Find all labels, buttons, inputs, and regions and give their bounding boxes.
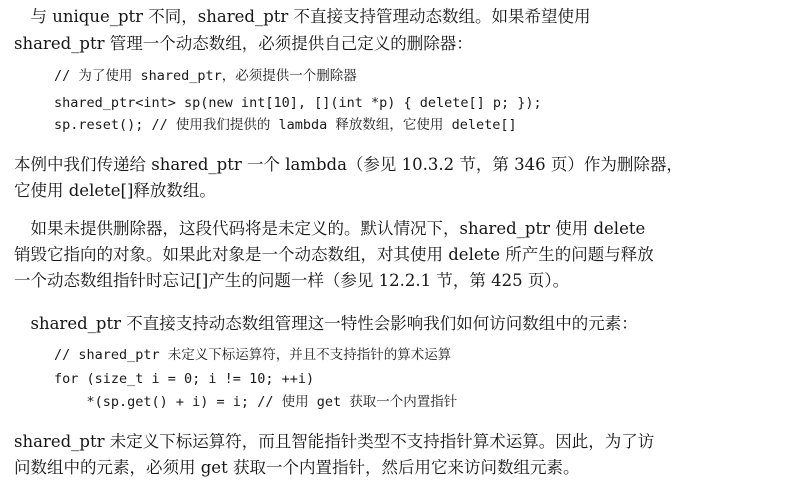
code-line: *(sp.get() + i) = i; // 使用 get 获取一个内置指针 — [54, 394, 458, 410]
paragraph-3-line-1: 如果未提供删除器，这段代码将是未定义的。默认情况下，shared_ptr 使用 delete — [14, 219, 646, 238]
code-comment-line: // shared_ptr 未定义下标运算符，并且不支持指针的算术运算 — [54, 347, 452, 363]
paragraph-2-line-1: 本例中我们传递给 shared_ptr 一个 lambda（参见 10.3.2 节，第 346 页）作为删除器， — [14, 155, 683, 174]
code-line: sp.reset(); // 使用我们提供的 lambda 释放数组，它使用 delete[] — [54, 117, 517, 133]
paragraph-4-line-1: shared_ptr 不直接支持动态数组管理这一特性会影响我们如何访问数组中的元素： — [14, 314, 638, 333]
paragraph-2-line-2: 它使用 delete[]释放数组。 — [14, 181, 216, 200]
paragraph-1-line-2: shared_ptr 管理一个动态数组，必须提供自己定义的删除器： — [14, 34, 473, 53]
code-line: for (size_t i = 0; i != 10; ++i) — [54, 371, 315, 387]
code-comment-line: // 为了使用 shared_ptr，必须提供一个删除器 — [54, 68, 357, 84]
paragraph-3-line-3: 一个动态数组指针时忘记[]产生的问题一样（参见 12.2.1 节，第 425 页）。 — [14, 271, 570, 290]
paragraph-5-line-2: 问数组中的元素，必须用 get 获取一个内置指针，然后用它来访问数组元素。 — [14, 458, 580, 477]
paragraph-3-line-2: 销毁它指向的对象。如果此对象是一个动态数组，对其使用 delete 所产生的问题与释放 — [14, 245, 654, 264]
code-line: shared_ptr<int> sp(new int[10], [](int *p) { delete[] p; }); — [54, 95, 542, 111]
paragraph-5-line-1: shared_ptr 未定义下标运算符，而且智能指针类型不支持指针算术运算。因此，为了访 — [14, 432, 655, 451]
paragraph-1-line-1: 与 unique_ptr 不同，shared_ptr 不直接支持管理动态数组。如果希望使用 — [14, 7, 591, 26]
